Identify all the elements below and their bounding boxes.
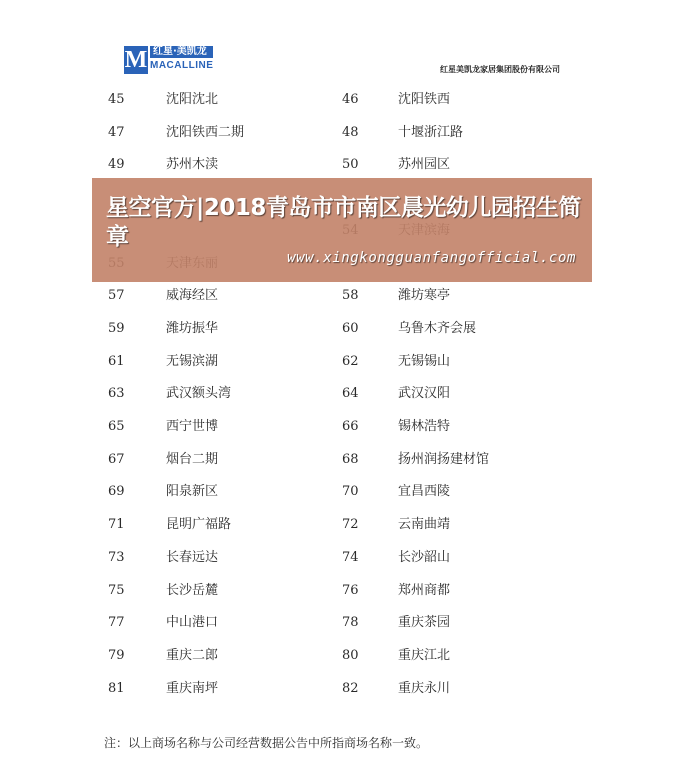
- store-number: 66: [342, 419, 359, 434]
- store-number: 82: [342, 680, 359, 696]
- store-name: 苏州木渎: [166, 157, 219, 173]
- table-row: [0, 417, 684, 437]
- store-number: 59: [108, 320, 125, 336]
- store-name: 重庆二郎: [166, 647, 219, 663]
- table-row: [0, 646, 684, 666]
- table-row: [0, 286, 684, 306]
- store-name: 西宁世博: [166, 419, 219, 434]
- table-row: [0, 515, 684, 535]
- logo-english-name: MACALLINE: [150, 60, 214, 71]
- footnote: 注：以上商场名称与公司经营数据公告中所指商场名称一致。: [104, 736, 429, 750]
- table-row: [0, 352, 684, 372]
- store-name: 重庆南坪: [166, 680, 219, 696]
- store-number: 70: [342, 484, 359, 500]
- store-number: 75: [108, 582, 125, 598]
- table-row: [0, 319, 684, 339]
- table-row: [0, 679, 684, 699]
- store-number: 67: [108, 451, 125, 467]
- store-name: 阳泉新区: [166, 484, 219, 500]
- watermark-banner: [92, 178, 592, 282]
- table-row: [0, 90, 684, 110]
- store-number: 71: [108, 517, 125, 533]
- store-name: 武汉额头湾: [166, 386, 232, 402]
- store-number: 72: [342, 517, 359, 533]
- store-number: 69: [108, 484, 125, 500]
- store-number: 80: [342, 647, 359, 663]
- store-number: 45: [108, 92, 125, 107]
- store-name: 郑州商都: [398, 582, 451, 598]
- store-name: 无锡滨湖: [166, 353, 219, 369]
- store-number: 63: [108, 386, 125, 402]
- store-name: 沈阳铁西: [398, 92, 451, 107]
- store-name: 无锡锡山: [398, 353, 451, 369]
- store-name: 苏州园区: [398, 157, 451, 173]
- table-row: [0, 450, 684, 470]
- banner-url: www.xingkongguanfangofficial.com: [287, 250, 576, 266]
- table-row: [0, 613, 684, 633]
- store-number: 65: [108, 419, 125, 434]
- logo-text: [150, 46, 213, 74]
- table-row: [0, 384, 684, 404]
- store-name: 宜昌西陵: [398, 484, 451, 500]
- store-name: 威海经区: [166, 288, 219, 304]
- store-name: 潍坊振华: [166, 320, 219, 336]
- table-row: [0, 581, 684, 601]
- logo-chinese-name: 红星·美凯龙: [150, 46, 213, 58]
- store-number: 57: [108, 288, 125, 304]
- banner-title: 星空官方|2018青岛市市南区晨光幼儿园招生简章: [106, 195, 581, 250]
- store-number: 68: [342, 451, 359, 467]
- store-number: 62: [342, 353, 359, 369]
- store-name: 乌鲁木齐会展: [398, 320, 477, 336]
- store-number: 46: [342, 92, 359, 107]
- store-number: 58: [342, 288, 359, 304]
- store-number: 74: [342, 549, 359, 565]
- store-name: 沈阳铁西二期: [166, 124, 245, 140]
- store-name: 云南曲靖: [398, 517, 451, 533]
- company-name: 红星美凯龙家居集团股份有限公司: [440, 65, 560, 74]
- store-number: 50: [342, 157, 359, 173]
- table-row: [0, 123, 684, 143]
- store-number: 49: [108, 157, 125, 173]
- store-number: 79: [108, 647, 125, 663]
- store-name: 扬州润扬建材馆: [398, 451, 490, 467]
- logo-mark: M: [124, 46, 148, 73]
- store-number: 64: [342, 386, 359, 402]
- table-row: [0, 548, 684, 568]
- store-name: 长沙岳麓: [166, 582, 219, 598]
- store-number: 48: [342, 124, 359, 140]
- store-name: 长沙韶山: [398, 549, 451, 565]
- store-name: 武汉汉阳: [398, 386, 451, 402]
- store-name: 重庆永川: [398, 680, 451, 696]
- store-name: 昆明广福路: [166, 517, 232, 533]
- store-number: 47: [108, 124, 125, 140]
- table-row: [0, 155, 684, 175]
- store-number: 77: [108, 615, 125, 631]
- store-number: 76: [342, 582, 359, 598]
- store-name: 潍坊寒亭: [398, 288, 451, 304]
- company-logo: [124, 46, 214, 74]
- table-row: [0, 482, 684, 502]
- store-number: 61: [108, 353, 125, 369]
- store-name: 重庆茶园: [398, 615, 451, 631]
- store-number: 78: [342, 615, 359, 631]
- store-number: 60: [342, 320, 359, 336]
- store-name: 沈阳沈北: [166, 92, 219, 107]
- store-name: 烟台二期: [166, 451, 219, 467]
- store-name: 重庆江北: [398, 647, 451, 663]
- store-name: 十堰浙江路: [398, 124, 464, 140]
- store-number: 81: [108, 680, 125, 696]
- store-name: 长春远达: [166, 549, 219, 565]
- store-name: 中山港口: [166, 615, 219, 631]
- store-name: 锡林浩特: [398, 419, 451, 434]
- store-number: 73: [108, 549, 125, 565]
